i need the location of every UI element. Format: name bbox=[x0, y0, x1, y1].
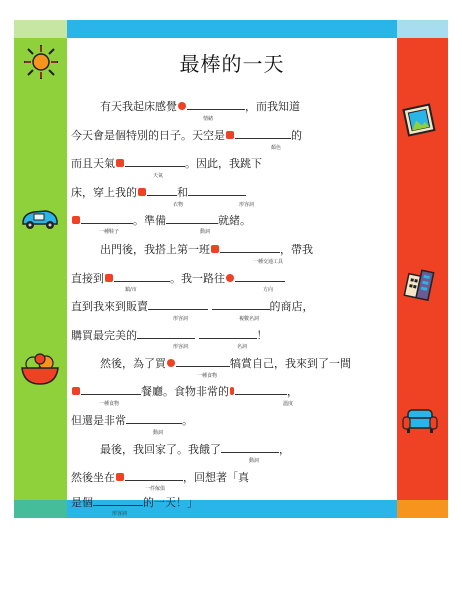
line-text: 直接到 bbox=[71, 272, 104, 285]
color-icon bbox=[226, 131, 234, 139]
fruit-bowl-icon bbox=[20, 352, 60, 388]
story-line-14 bbox=[71, 469, 401, 485]
line-text: 購買最完美的 bbox=[71, 329, 137, 342]
vehicle-icon bbox=[211, 245, 219, 253]
blank-temperature[interactable] bbox=[235, 383, 287, 395]
city-icon bbox=[105, 274, 113, 282]
line-text: 有天我起床感覺 bbox=[100, 100, 177, 113]
line-text: 和 bbox=[177, 186, 188, 199]
label-food-1: 一種食物 bbox=[197, 373, 218, 379]
top-blue-bar bbox=[67, 20, 397, 38]
story-line-9 bbox=[71, 327, 401, 343]
story-line-4 bbox=[71, 184, 401, 200]
story-line-8 bbox=[71, 298, 401, 314]
car-icon bbox=[20, 205, 60, 231]
story-line-10 bbox=[100, 355, 430, 371]
line-text: 直到我來到販賣 bbox=[71, 300, 148, 313]
story-line-3 bbox=[71, 155, 401, 171]
direction-icon bbox=[226, 274, 234, 282]
blank-city[interactable] bbox=[114, 270, 170, 282]
line-text: ，而我知道 bbox=[245, 100, 300, 113]
label-verb-2: 動詞 bbox=[153, 430, 164, 436]
blank-vehicle[interactable] bbox=[220, 241, 280, 253]
label-shoe: 一種鞋子 bbox=[99, 229, 120, 235]
label-vehicle: 一種交通工具 bbox=[253, 259, 284, 265]
story-line-11 bbox=[71, 383, 401, 399]
line-text: 但還是非常 bbox=[71, 414, 126, 427]
line-text: ， bbox=[279, 443, 290, 456]
emotion-icon bbox=[178, 102, 186, 110]
line-text: 出門後，我搭上第一班 bbox=[100, 243, 210, 256]
label-adjective-4: 形容詞 bbox=[112, 511, 128, 517]
line-text: 是個 bbox=[71, 496, 93, 509]
story-line-15 bbox=[71, 494, 401, 510]
blank-adjective-2[interactable] bbox=[148, 298, 208, 310]
blank-noun[interactable] bbox=[199, 327, 257, 339]
story-line-12 bbox=[71, 412, 401, 428]
label-verb-1: 動詞 bbox=[200, 229, 211, 235]
line-text: ， bbox=[287, 385, 298, 398]
line-text: 就緒。 bbox=[218, 214, 251, 227]
line-text: 。 bbox=[182, 414, 193, 427]
blank-food-type[interactable] bbox=[81, 383, 141, 395]
story-line-5 bbox=[71, 212, 401, 228]
line-text: 的一天！」 bbox=[143, 496, 198, 509]
blank-adjective-3[interactable] bbox=[137, 327, 195, 339]
shoe-icon bbox=[72, 216, 80, 224]
line-text: 然後，為了買 bbox=[100, 357, 166, 370]
blank-color[interactable] bbox=[235, 127, 291, 139]
label-direction: 方向 bbox=[263, 287, 274, 293]
blank-verb-3[interactable] bbox=[221, 441, 279, 453]
story-line-13 bbox=[100, 441, 430, 457]
blank-weather[interactable] bbox=[125, 155, 185, 167]
line-text: 而且天氣 bbox=[71, 157, 115, 170]
label-adjective-1: 形容詞 bbox=[239, 202, 255, 208]
food-icon bbox=[167, 359, 175, 367]
line-text: 的商店， bbox=[269, 300, 314, 313]
corner-bottom-right bbox=[397, 500, 448, 518]
line-text: 犒賞自己，我來到了一間 bbox=[230, 357, 351, 370]
left-green-column bbox=[14, 20, 67, 518]
corner-top-left bbox=[14, 20, 67, 38]
label-furniture: 一件傢俱 bbox=[145, 486, 166, 492]
label-noun: 名詞 bbox=[237, 344, 248, 350]
story-line-2 bbox=[71, 127, 401, 143]
line-text: 的 bbox=[291, 129, 302, 142]
corner-top-right bbox=[397, 20, 448, 38]
page-frame bbox=[14, 20, 448, 518]
label-food-2: 一種食物 bbox=[99, 401, 120, 407]
corner-bottom-left bbox=[14, 500, 67, 518]
food-type-icon bbox=[72, 387, 80, 395]
line-text: ！ bbox=[256, 329, 268, 342]
story-line-1 bbox=[100, 98, 430, 114]
label-emotion: 情緒 bbox=[203, 116, 214, 122]
blank-food[interactable] bbox=[176, 355, 230, 367]
line-text: 。我一路往 bbox=[170, 272, 225, 285]
blank-shoe[interactable] bbox=[81, 212, 133, 224]
weather-icon bbox=[116, 159, 124, 167]
blank-direction[interactable] bbox=[235, 270, 285, 282]
line-text: 。因此，我跳下 bbox=[185, 157, 262, 170]
story-line-7 bbox=[71, 270, 401, 286]
page-title: 最棒的一天 bbox=[179, 52, 285, 76]
label-city: 鎮/市 bbox=[125, 287, 137, 293]
picture-frame-icon bbox=[402, 102, 436, 138]
furniture-icon bbox=[116, 473, 124, 481]
line-text: 今天會是個特別的日子。天空是 bbox=[71, 129, 225, 142]
line-text: 床，穿上我的 bbox=[71, 186, 137, 199]
label-clothing: 衣物 bbox=[173, 202, 184, 208]
label-plural-noun: 複數名詞 bbox=[239, 316, 260, 322]
label-adjective-3: 形容詞 bbox=[173, 344, 189, 350]
blank-furniture[interactable] bbox=[125, 469, 183, 481]
blank-emotion[interactable] bbox=[187, 98, 245, 110]
blank-clothing[interactable] bbox=[147, 184, 177, 196]
blank-verb-2[interactable] bbox=[126, 412, 182, 424]
label-verb-3: 動詞 bbox=[249, 458, 260, 464]
blank-adjective[interactable] bbox=[188, 184, 246, 196]
line-text: 。準備 bbox=[133, 214, 166, 227]
buildings-icon bbox=[402, 266, 436, 302]
sofa-icon bbox=[402, 406, 438, 436]
blank-verb[interactable] bbox=[166, 212, 218, 224]
story-content bbox=[67, 38, 397, 517]
thermometer-icon bbox=[230, 387, 234, 395]
blank-plural-noun[interactable] bbox=[212, 298, 270, 310]
label-color: 顏色 bbox=[271, 145, 282, 151]
clothing-icon bbox=[138, 188, 146, 196]
label-weather: 天氣 bbox=[153, 173, 164, 179]
sun-icon bbox=[23, 44, 59, 80]
line-text: 最後，我回家了。我餓了 bbox=[100, 443, 221, 456]
line-text: ，帶我 bbox=[280, 243, 313, 256]
label-temperature: 溫度 bbox=[283, 401, 294, 407]
blank-adjective-4[interactable] bbox=[93, 494, 143, 506]
line-text: 然後坐在 bbox=[71, 471, 115, 484]
story-line-6 bbox=[100, 241, 430, 257]
label-adjective-2: 形容詞 bbox=[173, 316, 189, 322]
line-text: ，回想著「真 bbox=[183, 471, 249, 484]
line-text: 餐廳。食物非常的 bbox=[141, 385, 229, 398]
